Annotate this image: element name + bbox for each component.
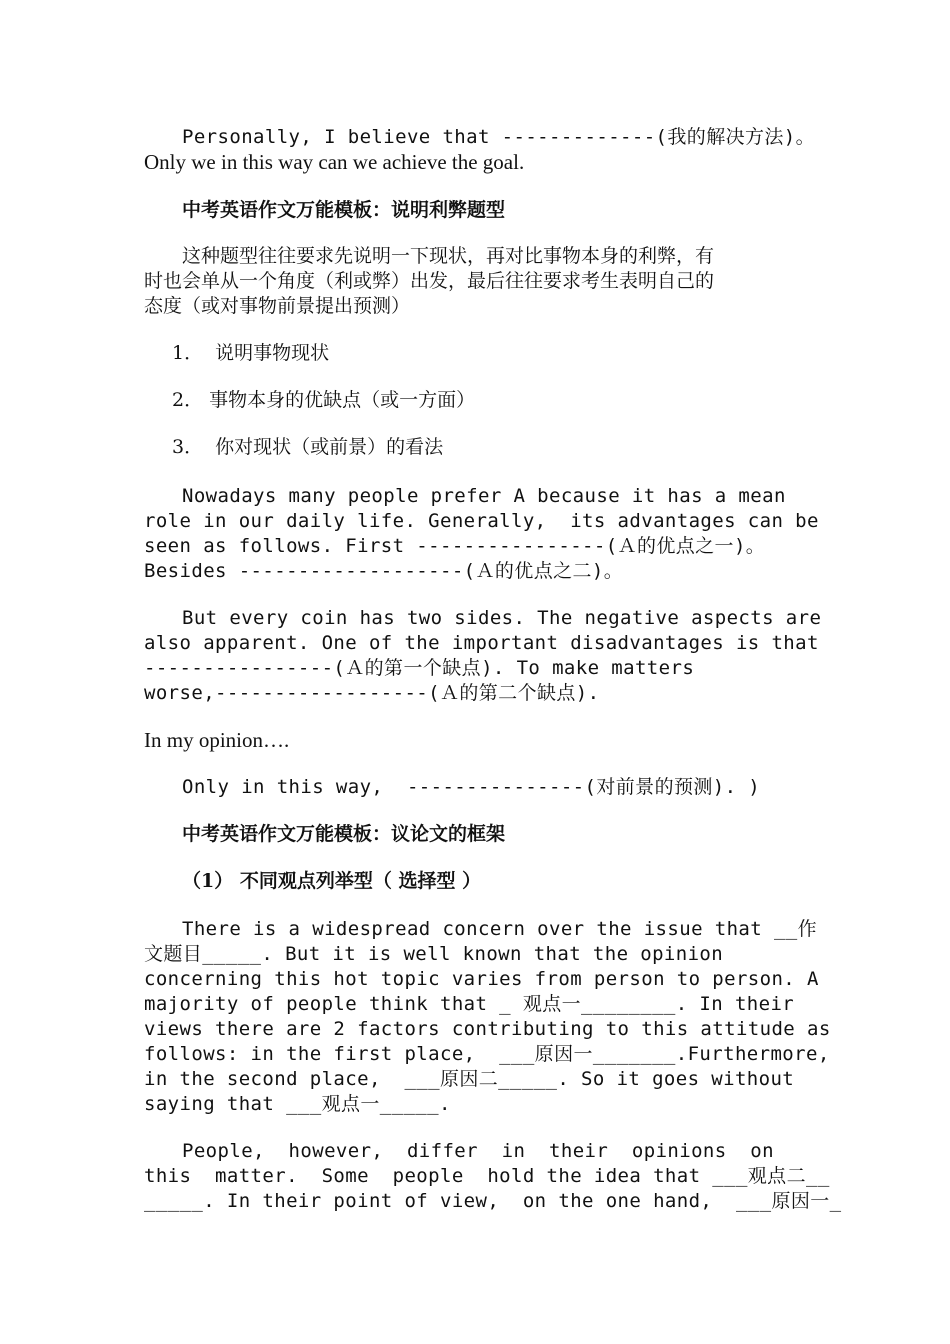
paragraph-line: 态度（或对事物前景提出预测）	[144, 295, 411, 317]
paragraph-line: Only in this way, ---------------(对前景的预测). )	[182, 776, 761, 798]
paragraph-line: 时也会单从一个角度（利或弊）出发，最后往往要求考生表明自己的	[144, 270, 715, 292]
section-heading: 中考英语作文万能模板：说明利弊题型	[182, 199, 506, 221]
justified-paragraph-line	[182, 1138, 774, 1164]
word: differ	[406, 1140, 478, 1162]
paragraph-line: seen as follows. First ----------------(Ａ的优点之一)。	[144, 535, 766, 557]
word: opinions	[631, 1140, 727, 1162]
paragraph-line: 文题目_____. But it is well known that the opinion	[144, 943, 724, 965]
paragraph-line: But every coin has two sides. The negative aspects are	[182, 607, 822, 629]
list-item: 3． 你对现状（或前景）的看法	[172, 436, 444, 458]
paragraph-line: Personally, I believe that -------------(我的解决方法)。	[182, 126, 816, 148]
paragraph-line: in the second place, ___原因二_____. So it goes without	[144, 1068, 795, 1090]
word: however,	[288, 1140, 384, 1162]
paragraph-line: There is a widespread concern over the issue that __作	[182, 918, 818, 940]
paragraph-line: saying that ___观点一_____.	[144, 1093, 451, 1115]
word: on	[750, 1140, 774, 1162]
subsection-heading: （1） 不同观点列举型（ 选择型 ）	[182, 870, 482, 892]
paragraph-line: follows: in the first place, ___原因一_______.Furthermore,	[144, 1043, 830, 1065]
paragraph-line: _____. In their point of view, on the one hand, ___原因一_	[144, 1190, 842, 1212]
paragraph-line: Only we in this way can we achieve the goal.	[144, 150, 525, 174]
paragraph-line: views there are 2 factors contributing to this attitude as	[144, 1018, 831, 1040]
list-item: 2． 事物本身的优缺点（或一方面）	[172, 389, 476, 411]
paragraph-line: concerning this hot topic varies from person to person. A	[144, 968, 819, 990]
word: People,	[182, 1140, 265, 1162]
section-heading: 中考英语作文万能模板：议论文的框架	[182, 823, 506, 845]
paragraph-line: also apparent. One of the important disadvantages is that	[144, 632, 819, 654]
word: in	[501, 1140, 526, 1162]
paragraph-line: Besides -------------------(Ａ的优点之二)。	[144, 560, 624, 582]
paragraph-line: ----------------(Ａ的第一个缺点). To make matters	[144, 657, 695, 679]
paragraph-line: Nowadays many people prefer A because it has a mean	[182, 485, 786, 507]
word: their	[549, 1140, 609, 1162]
paragraph-line: majority of people think that _ 观点一________. In their	[144, 993, 795, 1015]
paragraph-line: 这种题型往往要求先说明一下现状，再对比事物本身的利弊，有	[182, 245, 715, 267]
paragraph-line: In my opinion….	[144, 728, 290, 752]
list-item: 1． 说明事物现状	[172, 342, 330, 364]
paragraph-line: role in our daily life. Generally, its advantages can be	[144, 510, 819, 532]
paragraph-line: worse,------------------(Ａ的第二个缺点).	[144, 682, 600, 704]
paragraph-line: this matter. Some people hold the idea that ___观点二__	[144, 1165, 830, 1187]
